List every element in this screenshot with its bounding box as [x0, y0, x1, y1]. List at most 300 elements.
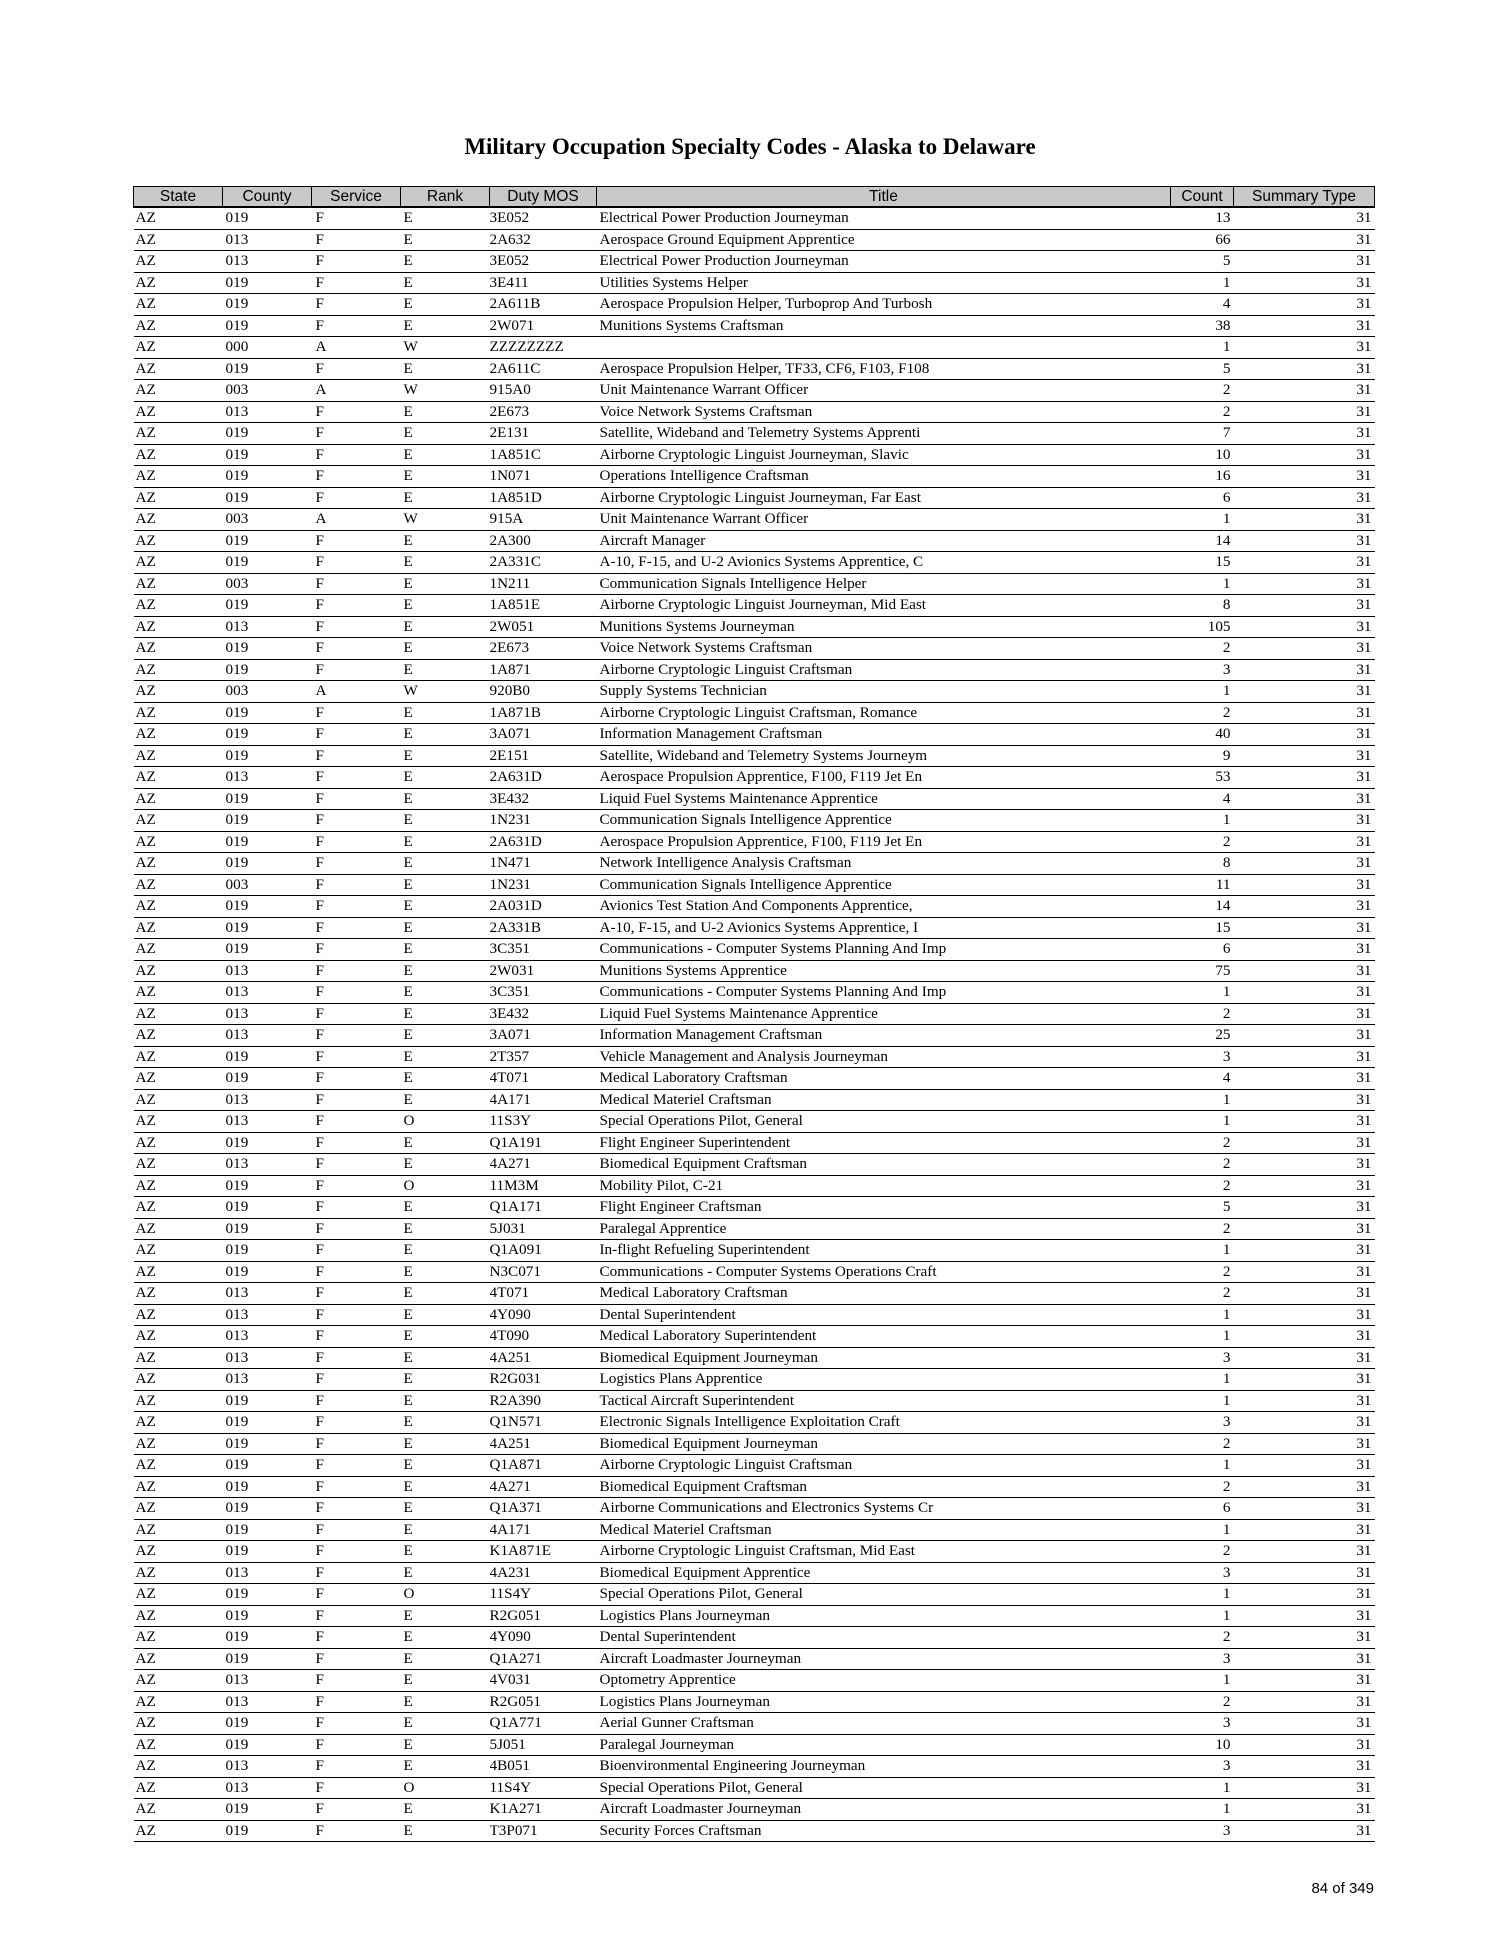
county-cell: 019 [223, 1197, 312, 1219]
summary-type-cell: 31 [1234, 1756, 1375, 1778]
state-cell: AZ [134, 423, 223, 445]
service-cell: F [312, 1412, 401, 1434]
state-cell: AZ [134, 509, 223, 531]
state-cell: AZ [134, 530, 223, 552]
county-cell: 013 [223, 1347, 312, 1369]
count-cell: 2 [1171, 1154, 1234, 1176]
table-row [134, 337, 1375, 359]
service-cell: F [312, 294, 401, 316]
count-cell: 9 [1171, 745, 1234, 767]
duty-mos-cell: 4A271 [490, 1476, 597, 1498]
count-cell: 15 [1171, 917, 1234, 939]
duty-mos-cell: 3E432 [490, 1003, 597, 1025]
table-row [134, 1648, 1375, 1670]
table-row [134, 1584, 1375, 1606]
table-row [134, 788, 1375, 810]
rank-cell: E [401, 1605, 490, 1627]
state-cell: AZ [134, 1734, 223, 1756]
title-cell: Airborne Cryptologic Linguist Journeyman, Mid East [597, 595, 1171, 617]
service-cell: F [312, 1003, 401, 1025]
service-cell: F [312, 1326, 401, 1348]
title-cell: Airborne Cryptologic Linguist Craftsman, Mid East [597, 1541, 1171, 1563]
rank-cell: W [401, 509, 490, 531]
service-cell: F [312, 1111, 401, 1133]
service-cell: F [312, 1777, 401, 1799]
state-cell: AZ [134, 1412, 223, 1434]
service-cell: F [312, 1390, 401, 1412]
count-cell: 25 [1171, 1025, 1234, 1047]
state-cell: AZ [134, 466, 223, 488]
table-row [134, 982, 1375, 1004]
column-header-title: Title [597, 187, 1171, 208]
title-cell: Biomedical Equipment Craftsman [597, 1154, 1171, 1176]
count-cell: 5 [1171, 1197, 1234, 1219]
state-cell: AZ [134, 767, 223, 789]
title-cell: Optometry Apprentice [597, 1670, 1171, 1692]
duty-mos-cell: 3A071 [490, 1025, 597, 1047]
duty-mos-cell: 2E131 [490, 423, 597, 445]
count-cell: 1 [1171, 1605, 1234, 1627]
rank-cell: E [401, 573, 490, 595]
summary-type-cell: 31 [1234, 1304, 1375, 1326]
service-cell: F [312, 724, 401, 746]
title-cell: Dental Superintendent [597, 1627, 1171, 1649]
table-row [134, 1756, 1375, 1778]
rank-cell: E [401, 853, 490, 875]
title-cell: Airborne Cryptologic Linguist Journeyman, Far East [597, 487, 1171, 509]
summary-type-cell: 31 [1234, 595, 1375, 617]
summary-type-cell: 31 [1234, 1261, 1375, 1283]
table-row [134, 466, 1375, 488]
state-cell: AZ [134, 1369, 223, 1391]
state-cell: AZ [134, 1218, 223, 1240]
table-row [134, 1713, 1375, 1735]
rank-cell: E [401, 1691, 490, 1713]
state-cell: AZ [134, 616, 223, 638]
summary-type-cell: 31 [1234, 1627, 1375, 1649]
rank-cell: E [401, 831, 490, 853]
summary-type-cell: 31 [1234, 1369, 1375, 1391]
count-cell: 3 [1171, 1648, 1234, 1670]
rank-cell: E [401, 917, 490, 939]
title-cell: Medical Laboratory Craftsman [597, 1068, 1171, 1090]
table-row [134, 767, 1375, 789]
duty-mos-cell: 2A331C [490, 552, 597, 574]
service-cell: F [312, 552, 401, 574]
duty-mos-cell: 1A851C [490, 444, 597, 466]
duty-mos-cell: 2A611B [490, 294, 597, 316]
count-cell: 1 [1171, 810, 1234, 832]
title-cell: Paralegal Journeyman [597, 1734, 1171, 1756]
state-cell: AZ [134, 1691, 223, 1713]
state-cell: AZ [134, 917, 223, 939]
service-cell: F [312, 1175, 401, 1197]
county-cell: 019 [223, 917, 312, 939]
state-cell: AZ [134, 702, 223, 724]
state-cell: AZ [134, 1627, 223, 1649]
summary-type-cell: 31 [1234, 466, 1375, 488]
duty-mos-cell: 2W051 [490, 616, 597, 638]
duty-mos-cell: 11M3M [490, 1175, 597, 1197]
title-cell: Biomedical Equipment Craftsman [597, 1476, 1171, 1498]
county-cell: 019 [223, 423, 312, 445]
county-cell: 013 [223, 767, 312, 789]
table-row [134, 1218, 1375, 1240]
county-cell: 013 [223, 251, 312, 273]
table-row [134, 1111, 1375, 1133]
table-row [134, 681, 1375, 703]
county-cell: 003 [223, 681, 312, 703]
table-row [134, 1068, 1375, 1090]
rank-cell: E [401, 960, 490, 982]
state-cell: AZ [134, 1240, 223, 1262]
rank-cell: W [401, 337, 490, 359]
rank-cell: E [401, 207, 490, 229]
rank-cell: E [401, 659, 490, 681]
title-cell: Unit Maintenance Warrant Officer [597, 509, 1171, 531]
service-cell: F [312, 1283, 401, 1305]
summary-type-cell: 31 [1234, 1326, 1375, 1348]
county-cell: 019 [223, 810, 312, 832]
title-cell: Airborne Cryptologic Linguist Craftsman [597, 1455, 1171, 1477]
state-cell: AZ [134, 573, 223, 595]
rank-cell: E [401, 1132, 490, 1154]
summary-type-cell: 31 [1234, 1691, 1375, 1713]
duty-mos-cell: K1A271 [490, 1799, 597, 1821]
service-cell: F [312, 939, 401, 961]
state-cell: AZ [134, 1605, 223, 1627]
rank-cell: E [401, 1412, 490, 1434]
county-cell: 019 [223, 294, 312, 316]
rank-cell: E [401, 1670, 490, 1692]
count-cell: 10 [1171, 1734, 1234, 1756]
summary-type-cell: 31 [1234, 251, 1375, 273]
state-cell: AZ [134, 1003, 223, 1025]
service-cell: F [312, 1713, 401, 1735]
state-cell: AZ [134, 1777, 223, 1799]
duty-mos-cell: 4T090 [490, 1326, 597, 1348]
title-cell: Information Management Craftsman [597, 724, 1171, 746]
duty-mos-cell: 4T071 [490, 1068, 597, 1090]
service-cell: F [312, 251, 401, 273]
service-cell: F [312, 1025, 401, 1047]
rank-cell: E [401, 788, 490, 810]
table-row [134, 616, 1375, 638]
duty-mos-cell: 3E432 [490, 788, 597, 810]
title-cell: Paralegal Apprentice [597, 1218, 1171, 1240]
title-cell: Aerospace Ground Equipment Apprentice [597, 229, 1171, 251]
title-cell: Unit Maintenance Warrant Officer [597, 380, 1171, 402]
table-row [134, 1154, 1375, 1176]
summary-type-cell: 31 [1234, 1734, 1375, 1756]
duty-mos-cell: 11S3Y [490, 1111, 597, 1133]
duty-mos-cell: 2A631D [490, 831, 597, 853]
state-cell: AZ [134, 251, 223, 273]
service-cell: A [312, 380, 401, 402]
summary-type-cell: 31 [1234, 1584, 1375, 1606]
title-cell: Operations Intelligence Craftsman [597, 466, 1171, 488]
duty-mos-cell: 4A171 [490, 1089, 597, 1111]
county-cell: 013 [223, 616, 312, 638]
service-cell: F [312, 896, 401, 918]
table-row [134, 1476, 1375, 1498]
table-row [134, 745, 1375, 767]
table-row [134, 1025, 1375, 1047]
count-cell: 6 [1171, 1498, 1234, 1520]
table-row [134, 939, 1375, 961]
count-cell: 2 [1171, 1218, 1234, 1240]
title-cell: Satellite, Wideband and Telemetry Systems Journeym [597, 745, 1171, 767]
service-cell: A [312, 509, 401, 531]
service-cell: F [312, 1197, 401, 1219]
page-title: Military Occupation Specialty Codes - Alaska to Delaware [464, 134, 1036, 159]
service-cell: F [312, 573, 401, 595]
state-cell: AZ [134, 1713, 223, 1735]
count-cell: 2 [1171, 1627, 1234, 1649]
table-row [134, 358, 1375, 380]
rank-cell: E [401, 1347, 490, 1369]
count-cell: 2 [1171, 1003, 1234, 1025]
duty-mos-cell: Q1A091 [490, 1240, 597, 1262]
table-row [134, 1691, 1375, 1713]
table-row [134, 1777, 1375, 1799]
service-cell: F [312, 1820, 401, 1842]
table-row [134, 638, 1375, 660]
summary-type-cell: 31 [1234, 917, 1375, 939]
count-cell: 105 [1171, 616, 1234, 638]
count-cell: 1 [1171, 1369, 1234, 1391]
county-cell: 019 [223, 1132, 312, 1154]
table-row [134, 272, 1375, 294]
service-cell: F [312, 1154, 401, 1176]
duty-mos-cell: 4V031 [490, 1670, 597, 1692]
service-cell: F [312, 767, 401, 789]
column-header-service: Service [312, 187, 401, 208]
table-row [134, 552, 1375, 574]
summary-type-cell: 31 [1234, 810, 1375, 832]
count-cell: 1 [1171, 1584, 1234, 1606]
table-row [134, 423, 1375, 445]
title-cell: Munitions Systems Apprentice [597, 960, 1171, 982]
rank-cell: E [401, 1046, 490, 1068]
count-cell: 1 [1171, 1304, 1234, 1326]
summary-type-cell: 31 [1234, 552, 1375, 574]
title-cell: Communication Signals Intelligence Apprentice [597, 874, 1171, 896]
service-cell: F [312, 960, 401, 982]
summary-type-cell: 31 [1234, 745, 1375, 767]
service-cell: F [312, 1799, 401, 1821]
title-cell: Utilities Systems Helper [597, 272, 1171, 294]
title-cell: Aerospace Propulsion Helper, Turboprop And Turbosh [597, 294, 1171, 316]
county-cell: 019 [223, 702, 312, 724]
table-row [134, 1670, 1375, 1692]
count-cell: 1 [1171, 1455, 1234, 1477]
count-cell: 3 [1171, 1562, 1234, 1584]
mos-table [133, 186, 1375, 1842]
rank-cell: E [401, 896, 490, 918]
count-cell: 2 [1171, 1132, 1234, 1154]
title-cell: Special Operations Pilot, General [597, 1777, 1171, 1799]
state-cell: AZ [134, 960, 223, 982]
title-cell: Airborne Cryptologic Linguist Craftsman [597, 659, 1171, 681]
rank-cell: E [401, 1025, 490, 1047]
title-cell: Communication Signals Intelligence Helper [597, 573, 1171, 595]
service-cell: F [312, 788, 401, 810]
table-row [134, 1455, 1375, 1477]
duty-mos-cell: 4A251 [490, 1347, 597, 1369]
summary-type-cell: 31 [1234, 1498, 1375, 1520]
duty-mos-cell: 2T357 [490, 1046, 597, 1068]
county-cell: 013 [223, 401, 312, 423]
title-cell: Electronic Signals Intelligence Exploitation Craft [597, 1412, 1171, 1434]
county-cell: 019 [223, 466, 312, 488]
rank-cell: E [401, 1326, 490, 1348]
state-cell: AZ [134, 659, 223, 681]
duty-mos-cell: 915A [490, 509, 597, 531]
state-cell: AZ [134, 1046, 223, 1068]
summary-type-cell: 31 [1234, 1412, 1375, 1434]
table-row [134, 896, 1375, 918]
rank-cell: E [401, 1218, 490, 1240]
count-cell: 2 [1171, 1433, 1234, 1455]
summary-type-cell: 31 [1234, 380, 1375, 402]
table-row [134, 1304, 1375, 1326]
state-cell: AZ [134, 1584, 223, 1606]
title-cell: Liquid Fuel Systems Maintenance Apprentice [597, 788, 1171, 810]
state-cell: AZ [134, 1175, 223, 1197]
rank-cell: E [401, 810, 490, 832]
table-row [134, 874, 1375, 896]
summary-type-cell: 31 [1234, 1068, 1375, 1090]
summary-type-cell: 31 [1234, 681, 1375, 703]
count-cell: 8 [1171, 595, 1234, 617]
service-cell: F [312, 616, 401, 638]
table-row [134, 229, 1375, 251]
rank-cell: E [401, 1648, 490, 1670]
rank-cell: E [401, 272, 490, 294]
summary-type-cell: 31 [1234, 1154, 1375, 1176]
rank-cell: E [401, 466, 490, 488]
count-cell: 4 [1171, 294, 1234, 316]
title-cell: Communication Signals Intelligence Apprentice [597, 810, 1171, 832]
count-cell: 1 [1171, 1111, 1234, 1133]
title-cell: Aerospace Propulsion Apprentice, F100, F119 Jet En [597, 831, 1171, 853]
service-cell: F [312, 272, 401, 294]
service-cell: F [312, 1261, 401, 1283]
duty-mos-cell: 3C351 [490, 939, 597, 961]
rank-cell: E [401, 1390, 490, 1412]
county-cell: 013 [223, 1756, 312, 1778]
summary-type-cell: 31 [1234, 1455, 1375, 1477]
duty-mos-cell: 5J031 [490, 1218, 597, 1240]
state-cell: AZ [134, 229, 223, 251]
table-row [134, 659, 1375, 681]
title-cell: Avionics Test Station And Components Apprentice, [597, 896, 1171, 918]
count-cell: 13 [1171, 207, 1234, 229]
duty-mos-cell: R2A390 [490, 1390, 597, 1412]
duty-mos-cell: 2A331B [490, 917, 597, 939]
table-row [134, 1132, 1375, 1154]
duty-mos-cell: 3A071 [490, 724, 597, 746]
state-cell: AZ [134, 552, 223, 574]
county-cell: 019 [223, 358, 312, 380]
county-cell: 019 [223, 1240, 312, 1262]
count-cell: 5 [1171, 251, 1234, 273]
title-cell: Security Forces Craftsman [597, 1820, 1171, 1842]
rank-cell: E [401, 487, 490, 509]
rank-cell: E [401, 1003, 490, 1025]
title-cell: Electrical Power Production Journeyman [597, 251, 1171, 273]
count-cell: 7 [1171, 423, 1234, 445]
county-cell: 019 [223, 1734, 312, 1756]
service-cell: F [312, 1519, 401, 1541]
count-cell: 38 [1171, 315, 1234, 337]
county-cell: 003 [223, 509, 312, 531]
count-cell: 1 [1171, 681, 1234, 703]
service-cell: F [312, 659, 401, 681]
county-cell: 019 [223, 207, 312, 229]
count-cell: 2 [1171, 702, 1234, 724]
table-row [134, 917, 1375, 939]
summary-type-cell: 31 [1234, 1390, 1375, 1412]
count-cell: 1 [1171, 982, 1234, 1004]
state-cell: AZ [134, 638, 223, 660]
duty-mos-cell: 4A171 [490, 1519, 597, 1541]
rank-cell: E [401, 444, 490, 466]
duty-mos-cell: Q1A871 [490, 1455, 597, 1477]
county-cell: 019 [223, 272, 312, 294]
rank-cell: E [401, 251, 490, 273]
column-header-count: Count [1171, 187, 1234, 208]
duty-mos-cell: 4B051 [490, 1756, 597, 1778]
county-cell: 019 [223, 939, 312, 961]
duty-mos-cell: R2G031 [490, 1369, 597, 1391]
summary-type-cell: 31 [1234, 358, 1375, 380]
rank-cell: O [401, 1584, 490, 1606]
duty-mos-cell: N3C071 [490, 1261, 597, 1283]
title-cell: Airborne Communications and Electronics Systems Cr [597, 1498, 1171, 1520]
service-cell: F [312, 466, 401, 488]
state-cell: AZ [134, 1390, 223, 1412]
county-cell: 019 [223, 315, 312, 337]
duty-mos-cell: 1A871 [490, 659, 597, 681]
county-cell: 019 [223, 1627, 312, 1649]
county-cell: 019 [223, 659, 312, 681]
rank-cell: E [401, 1799, 490, 1821]
rank-cell: E [401, 982, 490, 1004]
title-cell: Satellite, Wideband and Telemetry Systems Apprenti [597, 423, 1171, 445]
summary-type-cell: 31 [1234, 1713, 1375, 1735]
table-row [134, 831, 1375, 853]
table-row [134, 1261, 1375, 1283]
summary-type-cell: 31 [1234, 831, 1375, 853]
table-row [134, 251, 1375, 273]
title-cell: Logistics Plans Journeyman [597, 1691, 1171, 1713]
county-cell: 019 [223, 1519, 312, 1541]
service-cell: F [312, 595, 401, 617]
title-cell: Special Operations Pilot, General [597, 1111, 1171, 1133]
county-cell: 013 [223, 1089, 312, 1111]
duty-mos-cell: 1A871B [490, 702, 597, 724]
title-cell: Liquid Fuel Systems Maintenance Apprentice [597, 1003, 1171, 1025]
table-row [134, 1519, 1375, 1541]
count-cell: 2 [1171, 1283, 1234, 1305]
service-cell: A [312, 337, 401, 359]
count-cell: 16 [1171, 466, 1234, 488]
rank-cell: E [401, 1713, 490, 1735]
summary-type-cell: 31 [1234, 1283, 1375, 1305]
summary-type-cell: 31 [1234, 659, 1375, 681]
